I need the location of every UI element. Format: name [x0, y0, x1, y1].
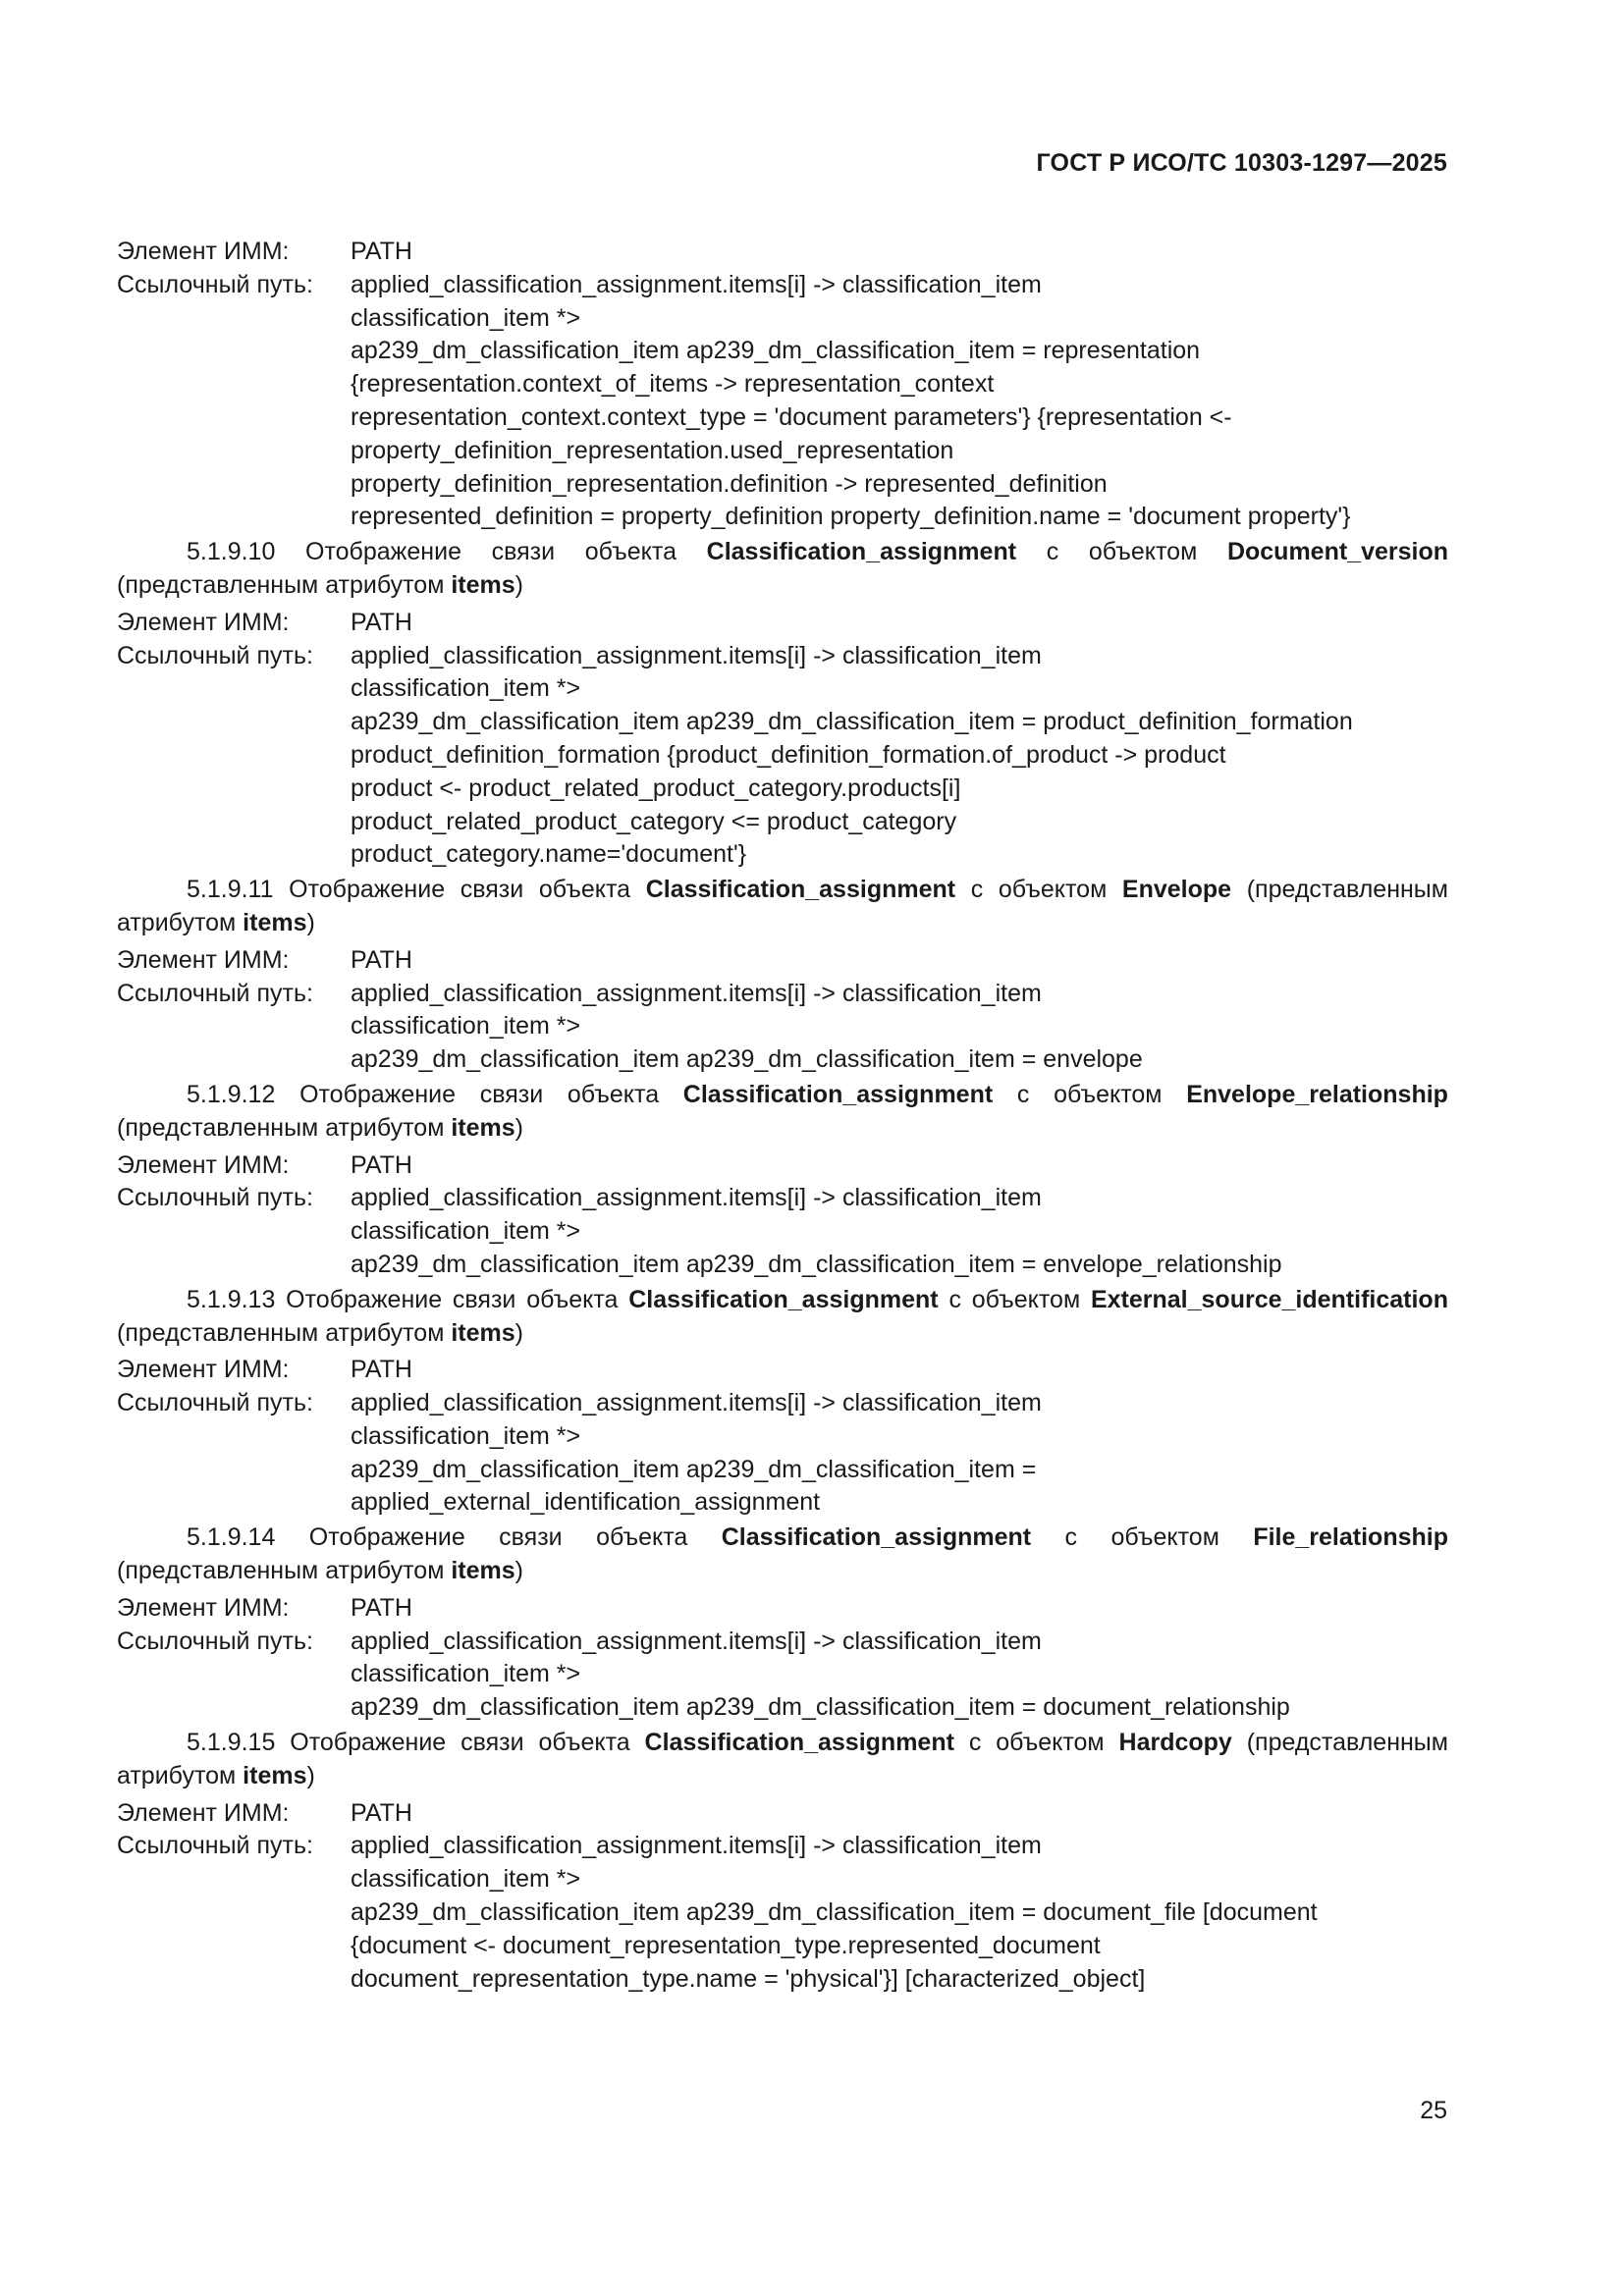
section-number: 5.1.9.11	[187, 876, 274, 904]
element-row	[117, 1592, 1448, 1626]
path-row	[117, 1387, 1448, 1520]
section-heading: 5.1.9.12 Отображение связи объекта Classification_assignment с объектом Envelope_relationship (представленным атрибутом items)	[117, 1080, 1448, 1142]
element-label: Элемент ИММ:	[117, 1150, 290, 1179]
standard-header: ГОСТ Р ИСО/ТС 10303-1297—2025	[1036, 149, 1447, 177]
entity-name: External_source_identification	[1090, 1285, 1448, 1313]
section-heading: 5.1.9.13 Отображение связи объекта Classification_assignment с объектом External_source_identification (представленным атрибутом items)	[117, 1285, 1448, 1347]
path-value: applied_classification_assignment.items[i] -> classification_item classification_item *> ap239_dm_classification_item ap239_dm_classification_item = envelope_relationship	[351, 1184, 1282, 1278]
path-row	[117, 269, 1448, 534]
element-label: Элемент ИММ:	[117, 1593, 290, 1622]
element-row	[117, 607, 1448, 640]
element-row	[117, 1149, 1448, 1183]
attribute-name: items	[451, 1318, 515, 1347]
entity-name: Classification_assignment	[682, 1080, 994, 1108]
page-content	[117, 236, 1448, 1996]
element-row	[117, 944, 1448, 978]
path-value: applied_classification_assignment.items[i] -> classification_item classification_item *> ap239_dm_classification_item ap239_dm_classification_item = representation {representation.context_of_items -> representation_context representation_context.context_type = 'document parameters'} {representation <- property_definition_representation.used_representation property_definition_representation.definition -> represented_definition represented_definition = property_definition property_definition.name = 'document property'}	[351, 270, 1351, 531]
entity-name: Classification_assignment	[645, 876, 956, 904]
attribute-name: items	[243, 908, 307, 936]
entity-name: File_relationship	[1253, 1523, 1448, 1552]
path-label: Ссылочный путь:	[117, 979, 313, 1007]
section-number: 5.1.9.12	[187, 1080, 276, 1108]
section-number: 5.1.9.14	[187, 1523, 276, 1552]
section-number: 5.1.9.10	[187, 538, 276, 566]
path-value: applied_classification_assignment.items[i] -> classification_item classification_item *> ap239_dm_classification_item ap239_dm_classification_item = envelope	[351, 979, 1143, 1074]
path-value: applied_classification_assignment.items[i] -> classification_item classification_item *> ap239_dm_classification_item ap239_dm_classification_item = document_file [document {document <- document_representation_type.represented_document document_representation_type.name = 'physical'}] [characterized_object]	[351, 1832, 1318, 1993]
path-row	[117, 1830, 1448, 1996]
entity-name: Envelope_relationship	[1186, 1080, 1448, 1108]
path-row	[117, 1626, 1448, 1725]
attribute-name: items	[451, 570, 515, 599]
section-heading: 5.1.9.10 Отображение связи объекта Classification_assignment с объектом Document_version (представленным атрибутом items)	[117, 538, 1449, 599]
attribute-name: items	[243, 1761, 307, 1789]
element-label: Элемент ИММ:	[117, 608, 290, 636]
element-label: Элемент ИММ:	[117, 1798, 290, 1827]
element-value: PATH	[351, 608, 412, 636]
attribute-name: items	[451, 1113, 515, 1142]
element-row	[117, 1797, 1448, 1831]
path-label: Ссылочный путь:	[117, 1389, 313, 1417]
entity-name: Document_version	[1226, 538, 1449, 566]
element-label: Элемент ИММ:	[117, 1356, 290, 1384]
element-value: PATH	[351, 1798, 412, 1827]
element-value: PATH	[351, 1356, 412, 1384]
entity-name: Classification_assignment	[706, 538, 1017, 566]
page-number: 25	[1420, 2097, 1447, 2124]
element-value: PATH	[351, 1150, 412, 1179]
entity-name: Classification_assignment	[628, 1285, 939, 1313]
path-label: Ссылочный путь:	[117, 270, 313, 298]
section-heading: 5.1.9.15 Отображение связи объекта Classification_assignment с объектом Hardcopy (представленным атрибутом items)	[117, 1729, 1448, 1789]
element-row	[117, 236, 1448, 269]
element-value: PATH	[351, 1593, 412, 1622]
path-label: Ссылочный путь:	[117, 641, 313, 669]
path-label: Ссылочный путь:	[117, 1627, 313, 1655]
entity-name: Classification_assignment	[721, 1523, 1032, 1552]
path-row	[117, 978, 1448, 1077]
element-label: Элемент ИММ:	[117, 945, 290, 974]
path-row	[117, 640, 1448, 873]
element-row	[117, 1354, 1448, 1387]
path-value: applied_classification_assignment.items[i] -> classification_item classification_item *> ap239_dm_classification_item ap239_dm_classification_item = applied_external_identification_assignment	[351, 1389, 1042, 1517]
element-value: PATH	[351, 945, 412, 974]
path-label: Ссылочный путь:	[117, 1832, 313, 1860]
entity-name: Classification_assignment	[644, 1729, 954, 1757]
element-label: Элемент ИММ:	[117, 238, 290, 265]
attribute-name: items	[451, 1557, 515, 1585]
path-value: applied_classification_assignment.items[i] -> classification_item classification_item *> ap239_dm_classification_item ap239_dm_classification_item = product_definition_formation product_definition_formation {product_definition_formation.of_product -> product product <- product_related_product_category.products[i] product_related_product_category <= product_category product_category.name='document'}	[351, 641, 1353, 869]
section-heading: 5.1.9.14 Отображение связи объекта Classification_assignment с объектом File_relationship (представленным атрибутом items)	[117, 1523, 1448, 1585]
entity-name: Envelope	[1121, 876, 1232, 904]
path-value: applied_classification_assignment.items[i] -> classification_item classification_item *> ap239_dm_classification_item ap239_dm_classification_item = document_relationship	[351, 1627, 1290, 1722]
entity-name: Hardcopy	[1118, 1729, 1232, 1757]
element-value: PATH	[351, 238, 412, 265]
path-label: Ссылочный путь:	[117, 1184, 313, 1212]
section-number: 5.1.9.15	[187, 1729, 276, 1757]
section-number: 5.1.9.13	[187, 1285, 276, 1313]
path-row	[117, 1182, 1448, 1281]
section-heading: 5.1.9.11 Отображение связи объекта Classification_assignment с объектом Envelope (представленным атрибутом items)	[117, 876, 1448, 936]
